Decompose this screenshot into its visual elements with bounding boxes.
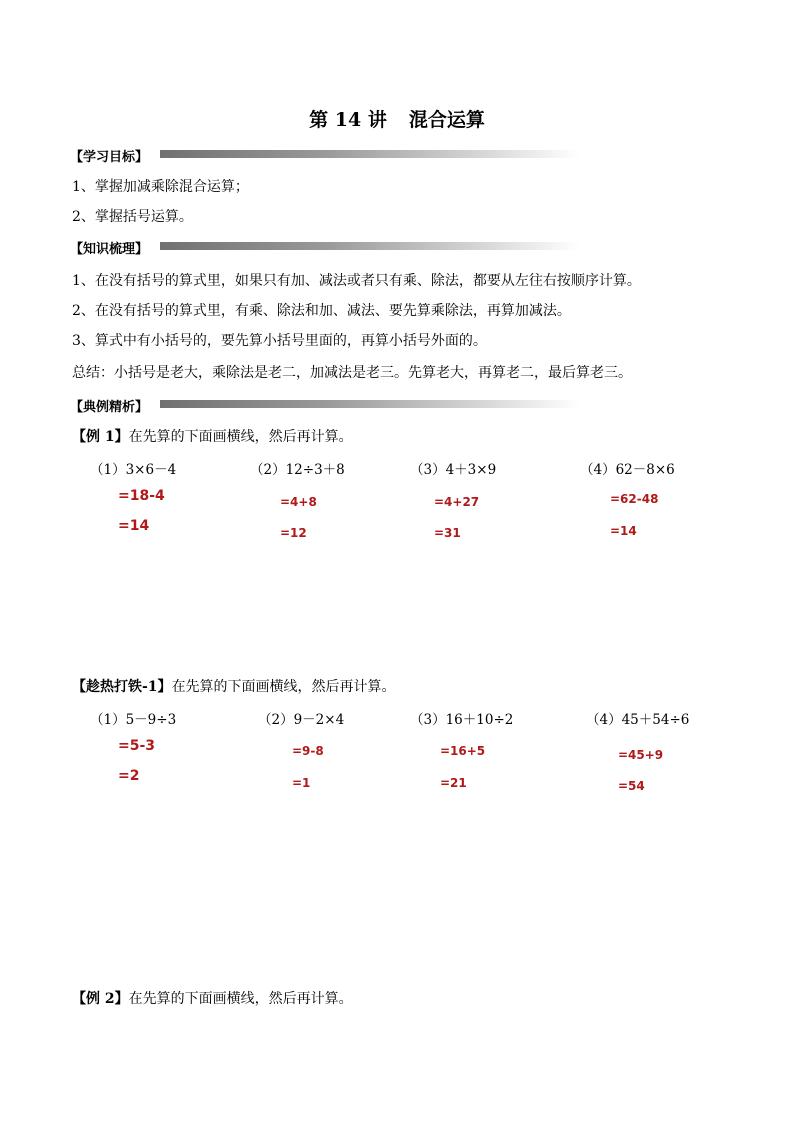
answer-step: =14 xyxy=(610,524,637,538)
problem: （1）3×6－4 xyxy=(90,462,177,478)
section-header-examples: 【典例精析】 xyxy=(70,400,149,415)
problem: （3）16＋10÷2 xyxy=(410,712,514,728)
example-2-heading xyxy=(72,988,353,1008)
goal-item: 2、掌握括号运算。 xyxy=(72,209,193,225)
answer-step: =45+9 xyxy=(618,748,664,762)
section-header-knowledge: 【知识梳理】 xyxy=(70,242,149,257)
problem: （3）4＋3×9 xyxy=(410,462,497,478)
example-1-label: 【例 1】 xyxy=(72,429,129,445)
knowledge-item: 1、在没有括号的算式里，如果只有加、减法或者只有乘、除法，都要从左往右按顺序计算。 xyxy=(72,273,641,289)
example-1-heading xyxy=(72,426,353,446)
answer-step: =14 xyxy=(118,518,150,534)
lesson-topic: 混合运算 xyxy=(408,109,485,131)
problem: （1）5－9÷3 xyxy=(90,712,177,728)
goal-item: 1、掌握加减乘除混合运算； xyxy=(72,179,249,195)
problem: （4）45＋54÷6 xyxy=(586,712,690,728)
problem: （2）9－2×4 xyxy=(258,712,345,728)
answer-step: =62-48 xyxy=(610,492,659,506)
answer-step: =12 xyxy=(280,526,307,540)
answer-step: =16+5 xyxy=(440,744,486,758)
answer-step: =2 xyxy=(118,768,140,784)
section-divider-examples xyxy=(160,400,580,408)
answer-step: =5-3 xyxy=(118,738,156,754)
page-title xyxy=(0,105,794,132)
knowledge-summary: 总结：小括号是老大，乘除法是老二，加减法是老三。先算老大，再算老二，最后算老三。 xyxy=(72,365,632,381)
answer-step: =4+8 xyxy=(280,495,317,509)
problem: （2）12÷3＋8 xyxy=(250,462,345,478)
knowledge-item: 2、在没有括号的算式里，有乘、除法和加、减法、要先算乘除法，再算加减法。 xyxy=(72,303,571,319)
section-header-goals: 【学习目标】 xyxy=(70,150,149,165)
practice-1-heading xyxy=(72,676,396,696)
answer-step: =4+27 xyxy=(434,495,480,509)
knowledge-item: 3、算式中有小括号的，要先算小括号里面的，再算小括号外面的。 xyxy=(72,333,487,349)
answer-step: =21 xyxy=(440,776,467,790)
lesson-number: 第 14 讲 xyxy=(309,109,387,131)
example-2-instruction: 在先算的下面画横线，然后再计算。 xyxy=(128,991,353,1007)
example-2-label: 【例 2】 xyxy=(72,991,129,1007)
answer-step: =1 xyxy=(292,776,311,790)
example-1-instruction: 在先算的下面画横线，然后再计算。 xyxy=(128,429,353,445)
answer-step: =18-4 xyxy=(118,488,165,504)
answer-step: =31 xyxy=(434,526,461,540)
practice-1-instruction: 在先算的下面画横线，然后再计算。 xyxy=(171,679,396,695)
problem: （4）62－8×6 xyxy=(580,462,675,478)
practice-1-label: 【趁热打铁-1】 xyxy=(72,679,172,695)
answer-step: =9-8 xyxy=(292,744,324,758)
section-divider-goals xyxy=(160,150,580,158)
section-divider-knowledge xyxy=(160,242,580,250)
answer-step: =54 xyxy=(618,779,645,793)
